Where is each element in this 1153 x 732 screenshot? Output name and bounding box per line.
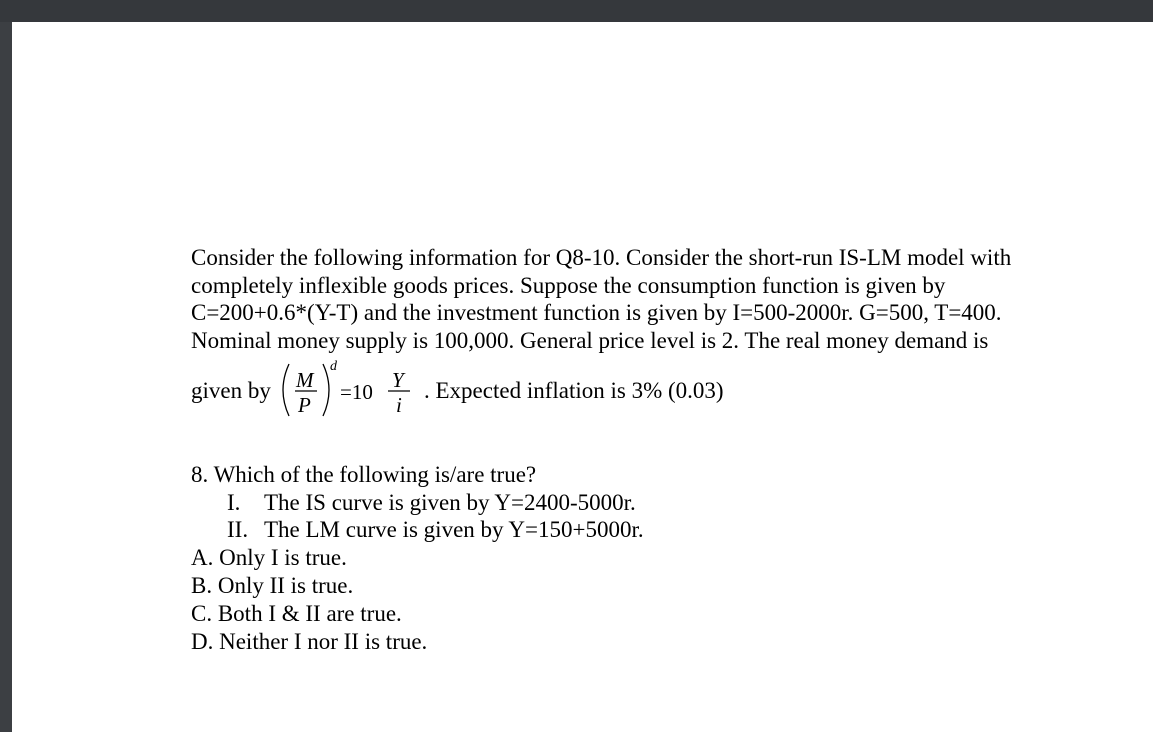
- question-content: [191, 244, 1091, 656]
- statement-text: The IS curve is given by Y=2400-5000r.: [264, 489, 636, 515]
- statement-numeral: II.: [227, 517, 249, 542]
- question-stem: 8. Which of the following is/are true?: [191, 462, 537, 487]
- statement-item: [191, 516, 1091, 544]
- denominator-p: P: [298, 393, 311, 417]
- viewer-left-margin: [0, 22, 12, 732]
- statement-text: The LM curve is given by Y=150+5000r.: [264, 517, 644, 542]
- money-demand-formula: [275, 354, 425, 424]
- superscript-d: d: [330, 359, 337, 374]
- viewer-top-bar: [0, 0, 1153, 22]
- right-paren: [323, 364, 329, 416]
- answer-option-d: D. Neither I nor II is true.: [191, 628, 428, 654]
- expected-inflation-text: . Expected inflation is 3% (0.03): [424, 378, 724, 403]
- given-by-text: given by: [191, 378, 271, 403]
- answer-option-b: B. Only II is true.: [191, 572, 354, 598]
- left-paren: [283, 364, 289, 416]
- intro-line: Consider the following information for Q8-10. Consider the short-run IS-LM model with: [191, 245, 1012, 270]
- denominator-i: i: [396, 393, 402, 417]
- question-8: [191, 461, 1091, 656]
- answer-option-c: C. Both I & II are true.: [191, 600, 402, 626]
- numerator-m: M: [296, 368, 314, 392]
- equals-ten: =10: [340, 380, 373, 404]
- numerator-y: Y: [392, 368, 404, 392]
- money-demand-line: [191, 354, 1091, 424]
- statement-numeral: I.: [227, 489, 241, 515]
- intro-line: completely inflexible goods prices. Suppose the consumption function is given by: [191, 272, 946, 298]
- document-page: [12, 22, 1153, 732]
- answer-option-a: A. Only I is true.: [191, 544, 347, 570]
- intro-line: Nominal money supply is 100,000. General price level is 2. The real money demand is: [191, 327, 989, 353]
- statement-item: [191, 489, 1091, 517]
- intro-line: C=200+0.6*(Y-T) and the investment function is given by I=500-2000r. G=500, T=400.: [191, 300, 1002, 325]
- intro-paragraph: [191, 244, 1091, 354]
